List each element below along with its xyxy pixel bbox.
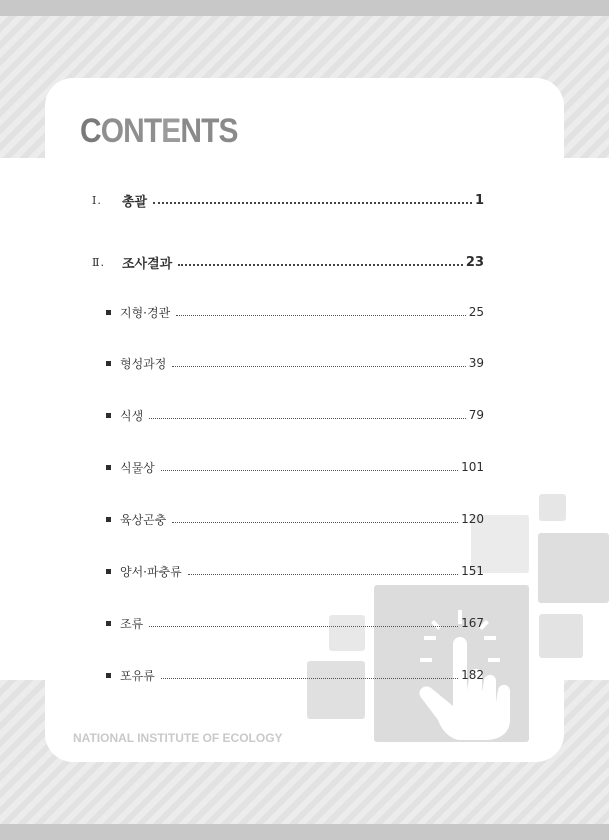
bullet-icon bbox=[106, 465, 111, 470]
page-number: 101 bbox=[461, 460, 484, 474]
section-title: 조류 bbox=[120, 616, 144, 631]
bullet-icon bbox=[106, 310, 111, 315]
dot-leader bbox=[172, 366, 465, 367]
toc-section[interactable] bbox=[106, 457, 484, 477]
bullet-icon bbox=[106, 361, 111, 366]
section-title: 형성과정 bbox=[120, 356, 167, 371]
section-title: 포유류 bbox=[120, 668, 155, 683]
dot-leader bbox=[172, 522, 458, 523]
dot-leader bbox=[149, 626, 458, 627]
page-number: 120 bbox=[461, 512, 484, 526]
page-number: 39 bbox=[468, 356, 484, 370]
page-number: 151 bbox=[461, 564, 484, 578]
dot-leader bbox=[178, 264, 463, 266]
page-number: 25 bbox=[468, 305, 484, 319]
page-number: 182 bbox=[461, 668, 484, 682]
organization-name: NATIONAL INSTITUTE OF ECOLOGY bbox=[73, 731, 283, 745]
bullet-icon bbox=[106, 621, 111, 626]
section-title: 육상곤충 bbox=[120, 512, 167, 527]
toc-section[interactable] bbox=[106, 665, 484, 685]
bullet-icon bbox=[106, 517, 111, 522]
toc-chapter-2[interactable] bbox=[92, 252, 484, 272]
page-number: 79 bbox=[468, 408, 484, 422]
section-title: 식생 bbox=[120, 408, 144, 423]
chapter-number: Ⅱ. bbox=[92, 255, 105, 269]
toc-section[interactable] bbox=[106, 509, 484, 529]
chapter-title: 조사결과 bbox=[122, 256, 173, 272]
dot-leader bbox=[149, 418, 466, 419]
toc-section[interactable] bbox=[106, 302, 484, 322]
toc-section[interactable] bbox=[106, 353, 484, 373]
title-part: C bbox=[80, 112, 101, 150]
section-title: 양서·파충류 bbox=[120, 564, 182, 579]
title-part: ONT bbox=[100, 112, 162, 150]
chapter-title: 총괄 bbox=[122, 194, 148, 210]
section-title: 지형·경관 bbox=[120, 305, 171, 320]
page-number: 23 bbox=[465, 254, 484, 270]
bullet-icon bbox=[106, 413, 111, 418]
toc-section[interactable] bbox=[106, 405, 484, 425]
toc-section[interactable] bbox=[106, 561, 484, 581]
page-number: 1 bbox=[474, 192, 484, 208]
dot-leader bbox=[176, 315, 466, 316]
chapter-number: Ⅰ. bbox=[92, 193, 102, 207]
bullet-icon bbox=[106, 673, 111, 678]
section-title: 식물상 bbox=[120, 460, 155, 475]
dot-leader bbox=[188, 574, 458, 575]
page-number: 167 bbox=[461, 616, 484, 630]
toc-chapter-1[interactable] bbox=[92, 190, 484, 210]
toc-section[interactable] bbox=[106, 613, 484, 633]
title-part: NTS bbox=[180, 112, 238, 150]
title-part: E bbox=[161, 112, 181, 150]
dot-leader bbox=[161, 678, 458, 679]
bullet-icon bbox=[106, 569, 111, 574]
dot-leader bbox=[161, 470, 458, 471]
dot-leader bbox=[153, 202, 472, 204]
